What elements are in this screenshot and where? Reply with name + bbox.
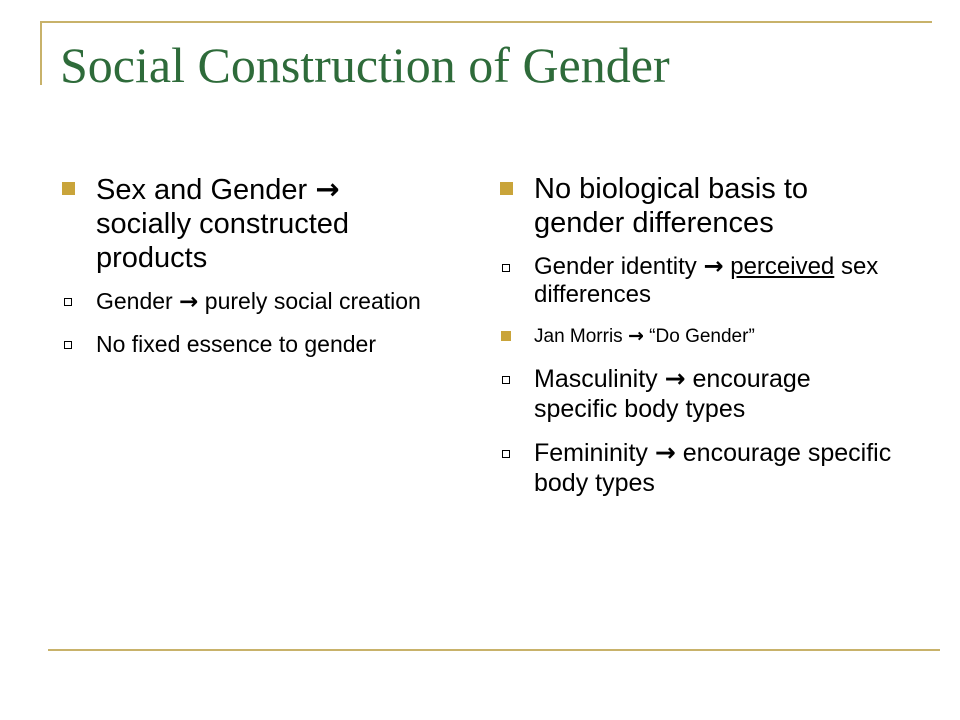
sub-bullet-text: Gender (96, 288, 173, 314)
square-bullet-icon (501, 331, 511, 341)
square-bullet-icon (62, 182, 75, 195)
top-rule (40, 21, 932, 23)
underlined-text: perceived (730, 253, 835, 280)
sub-bullet-text: Gender identity (534, 253, 697, 280)
left-rule (40, 21, 42, 85)
bullet-text: “Do Gender” (649, 326, 755, 347)
arrow-right-icon: → (654, 438, 676, 467)
sub-bullet-gender-social (60, 287, 440, 316)
slide-title: Social Construction of Gender (60, 37, 670, 93)
bullet-text: No biological basis to gender differences (534, 173, 809, 239)
left-column (60, 172, 440, 372)
hollow-square-bullet-icon (502, 376, 510, 384)
sub-bullet-text: encourage specific body types (534, 439, 892, 497)
sub-bullet-femininity (498, 438, 898, 498)
arrow-right-icon: → (179, 289, 199, 315)
arrow-right-icon: → (664, 364, 686, 393)
sub-bullet-text: Femininity (534, 439, 648, 467)
bullet-no-biological-basis (498, 172, 898, 240)
hollow-square-bullet-icon (502, 264, 510, 272)
hollow-square-bullet-icon (64, 298, 72, 306)
sub-bullet-text: No fixed essence to gender (96, 331, 377, 357)
hollow-square-bullet-icon (64, 341, 72, 349)
bullet-jan-morris (498, 323, 898, 350)
bullet-text: Jan Morris (534, 326, 623, 347)
arrow-right-icon: → (627, 325, 644, 347)
bullet-text: Sex and Gender (96, 174, 308, 206)
bullet-sex-and-gender (60, 172, 440, 275)
square-bullet-icon (500, 182, 513, 195)
hollow-square-bullet-icon (502, 450, 510, 458)
sub-bullet-gender-identity (498, 252, 898, 309)
arrow-right-icon: → (703, 252, 724, 280)
sub-bullet-text: purely social creation (204, 288, 421, 314)
sub-bullet-text: encourage specific body types (534, 365, 811, 423)
sub-bullet-masculinity (498, 364, 898, 424)
right-column (498, 172, 898, 512)
bullet-text: socially constructed products (96, 208, 350, 274)
sub-bullet-no-fixed-essence (60, 330, 440, 358)
sub-bullet-text: sex differences (534, 253, 879, 308)
sub-bullet-text: Masculinity (534, 365, 658, 393)
bottom-rule (48, 649, 940, 651)
arrow-right-icon: → (315, 172, 340, 206)
